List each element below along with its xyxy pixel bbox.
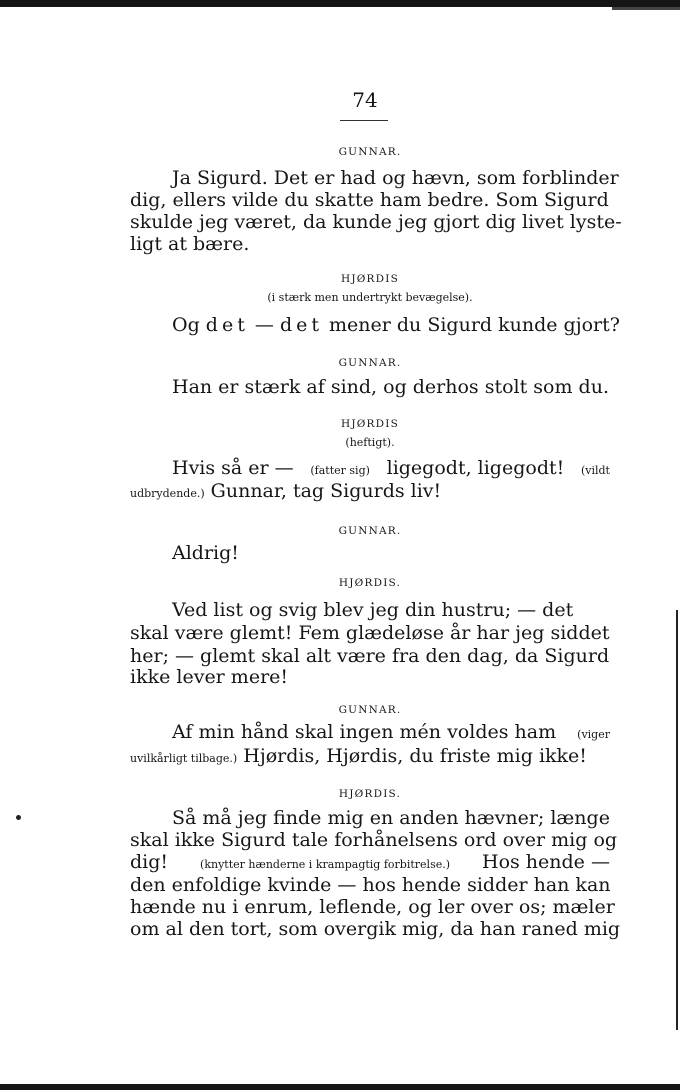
text-line: her; — glemt skal alt være fra den dag, da Sigurd bbox=[130, 645, 610, 667]
speaker-gunnar: GUNNAR. bbox=[338, 525, 402, 537]
text-line: Ved list og svig blev jeg din hustru; — det bbox=[172, 599, 574, 621]
speaker-gunnar: GUNNAR. bbox=[338, 357, 402, 369]
stage-direction: (viger bbox=[577, 728, 610, 741]
text-line bbox=[172, 314, 620, 336]
speaker-gunnar: GUNNAR. bbox=[338, 704, 402, 716]
text-span: Hos hende — bbox=[475, 851, 610, 873]
text-line: om al den tort, som overgik mig, da han raned mig bbox=[130, 918, 621, 940]
text-span: Hvis så er — bbox=[172, 457, 300, 479]
stage-direction: (fatter sig) bbox=[310, 464, 370, 477]
text-span: dig! bbox=[130, 851, 175, 873]
text-line bbox=[130, 851, 610, 876]
text-span: — bbox=[248, 314, 280, 336]
speaker-hjordis: HJØRDIS. bbox=[338, 577, 402, 589]
text-line: skal være glemt! Fem glædeløse år har jeg siddet bbox=[130, 622, 610, 644]
scan-bottom-edge bbox=[0, 1084, 680, 1090]
text-span: mener du Sigurd kunde gjort? bbox=[322, 314, 620, 336]
scan-top-edge bbox=[0, 0, 680, 7]
text-line: Han er stærk af sind, og derhos stolt som du. bbox=[172, 376, 609, 398]
stage-direction: (heftigt). bbox=[345, 436, 395, 449]
stage-direction: uvilkårligt tilbage.) bbox=[130, 752, 238, 765]
page-number: 74 bbox=[352, 88, 378, 112]
speaker-hjordis: HJØRDIS bbox=[340, 273, 400, 285]
text-line: ikke lever mere! bbox=[130, 666, 289, 688]
text-line bbox=[172, 457, 610, 482]
speaker-hjordis: HJØRDIS bbox=[340, 418, 400, 430]
text-line bbox=[172, 721, 610, 746]
text-line: dig, ellers vilde du skatte ham bedre. Som Sigurd bbox=[130, 189, 609, 211]
text-span: ligegodt, ligegodt! bbox=[380, 457, 571, 479]
text-line: Aldrig! bbox=[172, 542, 239, 564]
text-line: ligt at bære. bbox=[130, 233, 250, 255]
speaker-hjordis: HJØRDIS. bbox=[338, 788, 402, 800]
text-span: Af min hånd skal ingen mén voldes ham bbox=[172, 721, 563, 743]
text-line bbox=[130, 480, 441, 505]
stage-direction: udbrydende.) bbox=[130, 487, 205, 500]
text-line: Ja Sigurd. Det er had og hævn, som forblinder bbox=[172, 167, 619, 189]
text-span: Og bbox=[172, 314, 200, 336]
text-line: skulde jeg været, da kunde jeg gjort dig livet lyste- bbox=[130, 211, 622, 233]
page-number-rule bbox=[340, 120, 388, 121]
stage-direction: (vildt bbox=[580, 464, 610, 477]
scan-right-edge bbox=[676, 610, 678, 1030]
speaker-gunnar: GUNNAR. bbox=[338, 146, 402, 158]
text-span: Gunnar, tag Sigurds liv! bbox=[204, 480, 442, 502]
margin-speck bbox=[16, 815, 21, 820]
text-line: hænde nu i enrum, leflende, og ler over os; mæler bbox=[130, 896, 615, 918]
text-line: den enfoldige kvinde — hos hende sidder han kan bbox=[130, 874, 611, 896]
text-line: skal ikke Sigurd tale forhånelsens ord over mig og bbox=[130, 829, 618, 851]
text-span: Hjørdis, Hjørdis, du friste mig ikke! bbox=[237, 745, 587, 767]
text-line: Så må jeg finde mig en anden hævner; længe bbox=[172, 807, 610, 829]
text-line bbox=[130, 745, 587, 770]
stage-direction: (i stærk men undertrykt bevægelse). bbox=[267, 291, 473, 304]
spaced-emphasis: det bbox=[279, 314, 323, 336]
scan-top-edge-mark bbox=[612, 7, 680, 10]
stage-direction: (knytter hænderne i krampagtig forbitrelse.) bbox=[200, 858, 451, 871]
spaced-emphasis: det bbox=[205, 314, 249, 336]
